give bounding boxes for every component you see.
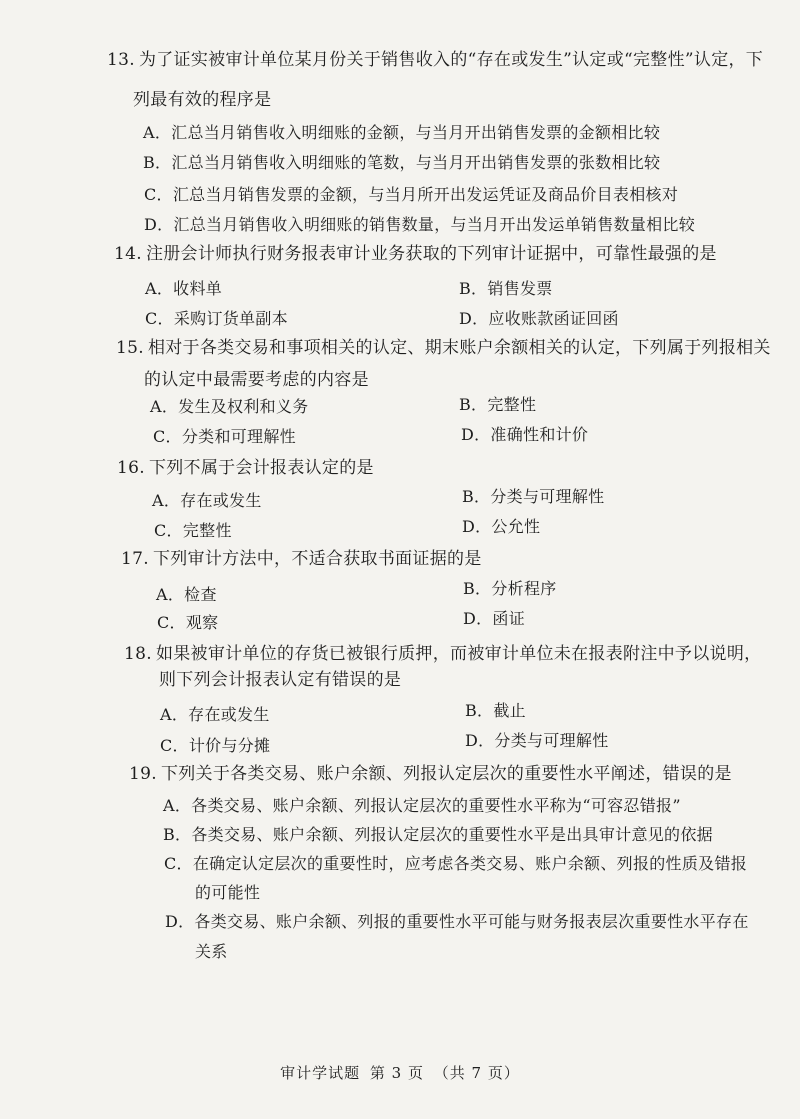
question-13-line1 <box>107 46 763 74</box>
question-16-line1 <box>117 454 374 482</box>
question-13-number: 13. <box>107 50 135 70</box>
question-18-line1 <box>124 640 761 668</box>
question-16-option-b: B．分类与可理解性 <box>462 487 605 506</box>
question-18-option-c: C．计价与分摊 <box>160 736 271 755</box>
question-13-stem: 为了证实被审计单位某月份关于销售收入的“存在或发生”认定或“完整性”认定，下 <box>138 50 764 70</box>
question-13-option-d: D．汇总当月销售收入明细账的销售数量，与当月开出发运单销售数量相比较 <box>144 215 696 234</box>
question-15-option-b: B．完整性 <box>459 395 537 414</box>
question-14-option-a: A．收料单 <box>145 279 223 298</box>
question-14-number: 14. <box>114 244 142 264</box>
question-19-option-c-line2: 的可能性 <box>195 883 261 902</box>
question-16-option-a: A．存在或发生 <box>152 491 262 510</box>
question-18-option-d: D．分类与可理解性 <box>465 731 609 750</box>
question-17-option-c: C．观察 <box>157 613 219 632</box>
question-16-option-c: C．完整性 <box>154 521 232 540</box>
question-13-line2: 列最有效的程序是 <box>133 90 272 110</box>
question-19-number: 19. <box>129 764 157 784</box>
question-18-number: 18. <box>124 644 152 664</box>
question-19-option-a: A．各类交易、账户余额、列报认定层次的重要性水平称为“可容忍错报” <box>163 796 681 815</box>
question-19-stem: 下列关于各类交易、账户余额、列报认定层次的重要性水平阐述，错误的是 <box>160 764 732 784</box>
question-13-option-a: A．汇总当月销售收入明细账的金额，与当月开出销售发票的金额相比较 <box>143 123 661 142</box>
question-18-option-b: B．截止 <box>465 701 526 720</box>
question-14-line1 <box>114 240 717 268</box>
question-19-option-d-line1: D．各类交易、账户余额、列报的重要性水平可能与财务报表层次重要性水平存在 <box>165 912 749 931</box>
question-15-stem: 相对于各类交易和事项相关的认定、期末账户余额相关的认定，下列属于列报相关 <box>147 338 771 358</box>
question-14-option-d: D．应收账款函证回函 <box>459 309 619 328</box>
question-19-option-d-line2: 关系 <box>195 942 228 961</box>
question-18-option-a: A．存在或发生 <box>160 705 270 724</box>
question-17-option-b: B．分析程序 <box>463 579 557 598</box>
question-17-stem: 下列审计方法中，不适合获取书面证据的是 <box>152 549 482 569</box>
question-16-stem: 下列不属于会计报表认定的是 <box>148 458 374 478</box>
question-19-option-b: B．各类交易、账户余额、列报认定层次的重要性水平是出具审计意见的依据 <box>163 825 713 844</box>
question-15-line1 <box>116 334 771 362</box>
question-13-option-b: B．汇总当月销售收入明细账的笔数，与当月开出销售发票的张数相比较 <box>143 153 661 172</box>
question-17-line1 <box>121 545 482 573</box>
question-15-option-d: D．准确性和计价 <box>461 425 589 444</box>
footer-total-pages: （共 7 页） <box>433 1064 520 1082</box>
footer-page-number: 第 3 页 <box>369 1064 424 1082</box>
question-15-option-c: C．分类和可理解性 <box>153 427 296 446</box>
question-17-option-d: D．函证 <box>463 609 526 628</box>
question-13-option-c: C．汇总当月销售发票的金额，与当月所开出发运凭证及商品价目表相核对 <box>144 185 679 204</box>
question-15-line2: 的认定中最需要考虑的内容是 <box>144 370 369 390</box>
question-17-number: 17. <box>121 549 149 569</box>
question-14-stem: 注册会计师执行财务报表审计业务获取的下列审计证据中，可靠性最强的是 <box>145 244 717 264</box>
question-19-line1 <box>129 760 732 788</box>
page-footer <box>0 1062 800 1083</box>
question-18-line2: 则下列会计报表认定有错误的是 <box>159 670 402 690</box>
question-14-option-b: B．销售发票 <box>459 279 553 298</box>
question-16-number: 16. <box>117 458 145 478</box>
question-15-number: 15. <box>116 338 144 358</box>
question-18-stem: 如果被审计单位的存货已被银行质押，而被审计单位未在报表附注中予以说明， <box>155 644 762 664</box>
question-17-option-a: A．检查 <box>156 585 217 604</box>
question-14-option-c: C．采购订货单副本 <box>145 309 288 328</box>
question-19-option-c-line1: C．在确定认定层次的重要性时，应考虑各类交易、账户余额、列报的性质及错报 <box>164 854 748 873</box>
question-15-option-a: A．发生及权利和义务 <box>150 397 309 416</box>
question-16-option-d: D．公允性 <box>462 517 541 536</box>
footer-subject: 审计学试题 <box>280 1064 361 1082</box>
